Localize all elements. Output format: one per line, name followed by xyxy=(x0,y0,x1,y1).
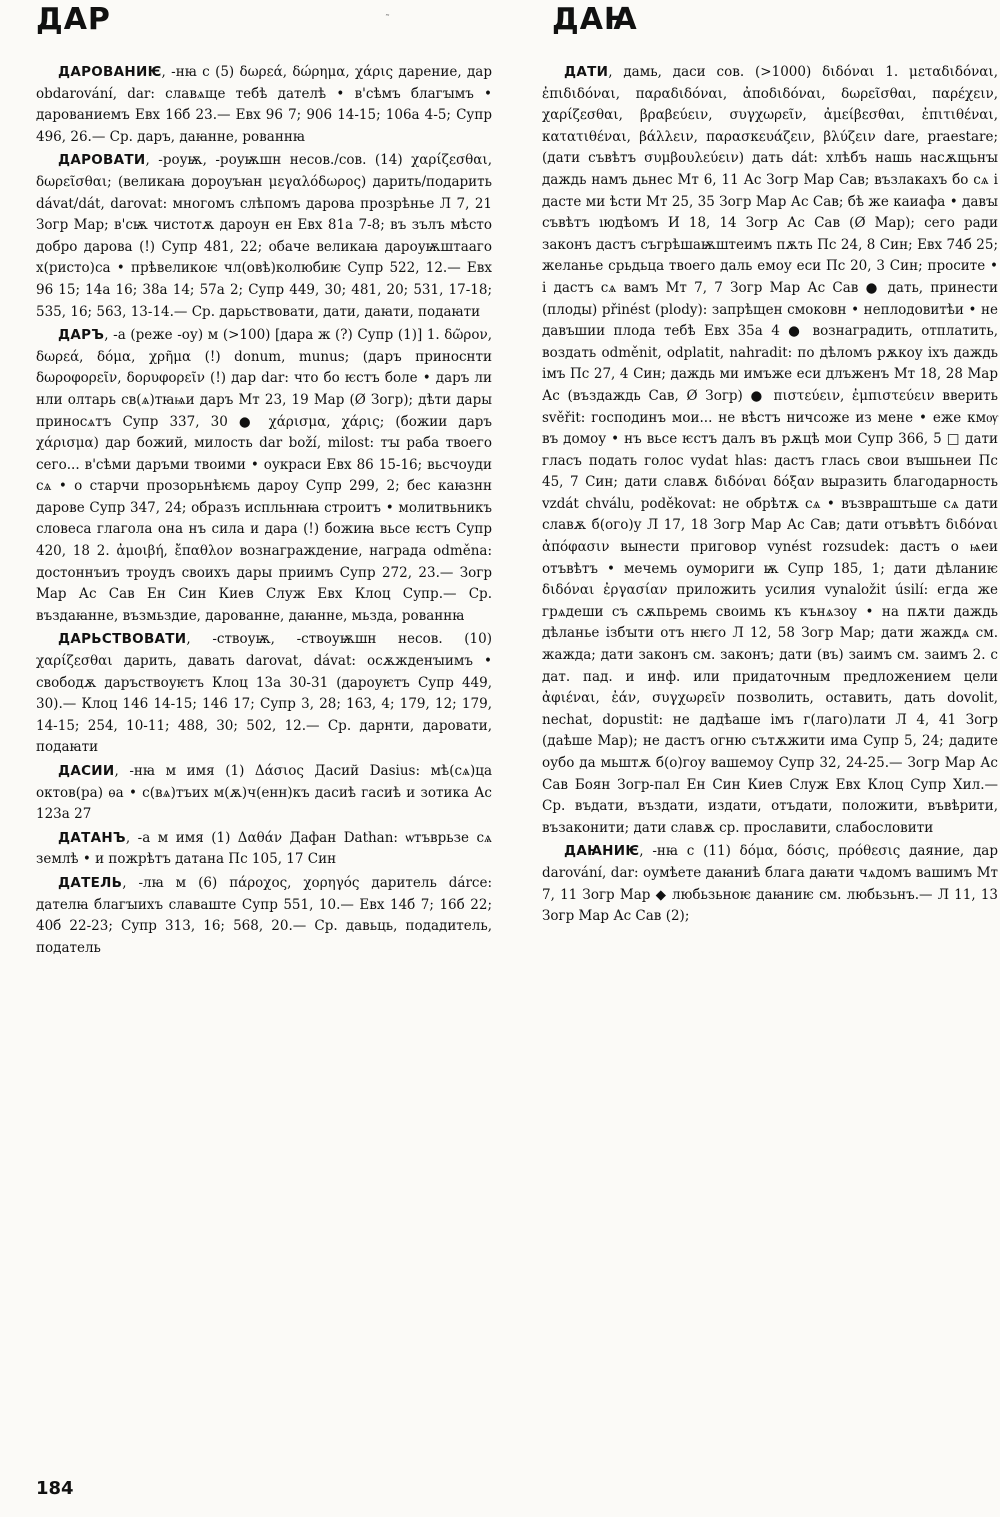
headword: ДАСИИ xyxy=(58,763,115,779)
headword: ДАРОВАТИ xyxy=(58,152,146,169)
column-left xyxy=(36,62,492,961)
entry xyxy=(36,629,492,759)
entry xyxy=(36,150,492,323)
headword: ДАТИ xyxy=(564,64,609,80)
entry-body: , -нꙗ с (5) δωρεά, δώρημα, χάρις дарение, дар obdarování, dar: славѧще тебѣ дателѣ • в'сѣмъ благꙑмъ • дарованиемъ Евх 16б 23.— Евх 96 7; 906 14-15; 106а 4-5; Супр 496, 26.— Ср. даръ, даꙗнне, рованнꙗ xyxy=(36,64,492,145)
entry-body: , -нꙗ с (11) δόμα, δόσις, πρόθεσις даяние, дар darování, dar: оумѣете даꙗниѣ блага даꙗти чѧдомъ вашимъ Мт 7, 11 Зогр Мар ◆ любьзьноѥ даꙗниѥ см. любьзьнъ.— Л 11, 13 Зогр Мар Ас Сав (2); xyxy=(542,843,998,925)
entry-body: , -роуѭ, -роуѭшн несов./сов. (14) χαρίζεσθαι, δωρεῖσθαι; (великаꙗ дороуъꙗн μεγαλόδωρος) дарить/подарить dávat/dát, darovat: многомъ слѣпомъ дарова прозрѣнье Л 7, 21 Зогр Мар; в'сѭ чистотѫ дароун ен Евх 81а 7-8; въ зълъ мѣсто добро дарова (!) Супр 481, 22; обаче великаꙗ дароуѭштааго х(ристо)са • прѣвеликоѥ чл(овѣ)колюбиѥ Супр 522, 12.— Евх 96 15; 14а 16; 38а 14; 57а 2; Супр 449, 30; 481, 20; 531, 17-18; 535, 16; 563, 13-14.— Ср. дарьствовати, дати, даꙗти, подаꙗти xyxy=(36,152,492,320)
entry xyxy=(36,761,492,826)
entry-body: , -нꙗ м имя (1) Δάσιος Дасий Dasius: мѣ(сѧ)ца октов(ра) ѳа • с(вѧ)тъих м(ѫ)ч(енн)къ дасиѣ гасиѣ и зотика Ас 123а 27 xyxy=(36,763,492,823)
header-ornament: ˜ xyxy=(385,14,390,25)
headword: ДАРЬСТВОВАТИ xyxy=(58,631,187,648)
entry-body: , -лꙗ м (6) πάροχος, χορηγός даритель dárce: дателꙗ благꙑихъ славаште Супр 551, 10.— Евх 14б 7; 16б 22; 40б 22-23; Супр 313, 16; 568, 20.— Ср. давьць, подадитель, податель xyxy=(36,874,492,956)
headword: ДАРЪ xyxy=(58,327,105,344)
entry-body: , -а м имя (1) Δαθάν Дафан Dathan: ѡтъврьзе сѧ землѣ • и пожрѣтъ датана Пс 105, 17 Син xyxy=(36,829,492,868)
headword: ДАТАНЪ xyxy=(58,829,126,846)
running-head-right: ДАꙖ xyxy=(552,2,638,37)
headword: ДАꙖНИѤ xyxy=(564,843,640,860)
headword: ДАРОВАНИѤ xyxy=(58,64,162,80)
page-number: 184 xyxy=(36,1478,74,1499)
entry xyxy=(36,828,492,871)
entry xyxy=(36,62,492,148)
column-right xyxy=(542,62,998,930)
entry xyxy=(542,841,998,927)
entry xyxy=(36,325,492,627)
entry-body: , -ствоуѭ, -ствоуѭшн несов. (10) χαρίζεσθαι дарить, давать darovat, dávat: осѫжденꙑимъ • свободѫ даръствоуѥтъ Клоц 13а 30-31 (дароуѥтъ Супр 449, 30).— Клоц 146 14-15; 146 17; Супр 3, 28; 163, 4; 179, 12; 179, 14-15; 254, 10-11; 488, 30; 502, 12.— Ср. дарнти, даровати, подаꙗти xyxy=(36,631,492,756)
entry xyxy=(542,62,998,839)
headword: ДАТЕЛЬ xyxy=(58,874,123,891)
entry-body: , -а (реже -оу) м (>100) [дара ж (?) Супр (1)] 1. δῶρον, δωρεά, δόμα, χρῆμα (!) donum, munus; (даръ приноснти δωροφορεῖν, δορυφορεῖν (!) дар dar: что бо ѥстъ боле • даръ ли нли олтарь св(ѧ)тꙗѩи даръ Мт 23, 19 Мар (Ø Зогр); дѣти дары приносѧтъ Супр 337, 30 ● χάρισμα, χάρις; (божии даръ χάρισμα) дар божий, милость dar boží, milost: тꙑ раба твоего сего... в'сѣми даръми твоими • оукраси Евх 86 15-16; вьсчоуди сѧ • о старчи прозорьнѣѥмь дароу Супр 299, 2; бес каꙗзнн дарове Супр 347, 24; образъ испльнꙗꙗ строитъ • молитвьникъ словеса глагола она нъ сила и дара (!) божиꙗ вьсе ѥстъ Супр 420, 18 2. ἀμοιβή, ἔπαθλον вознаграждение, награда odměna: достоннъиъ троудъ своихъ дары приимъ Супр 272, 23.— Зогр Мар Ас Сав Ен Син Киев Служ Евх Клоц Супр.— Ср. въздаꙗнне, възмьздие, дарованне, даꙗнне, мьзда, рованнꙗ xyxy=(36,327,492,624)
entry-body: , дамь, даси сов. (>1000) διδόναι 1. μεταδιδόναι, ἐπιδιδόναι, παραδιδόναι, ἀποδιδόναι, δωρεῖσθαι, παρέχειν, χαρίζεσθαι, βραβεύειν, συγχωρεῖν, ἀμείβεσθαι, ἐπιτιθέναι, κατατιθέναι, βάλλειν, παρασκευάζειν, βλύζειν dare, praestare; (дати съвѣтъ συμβουλεύειν) дать dát: хлѣбъ нашь насѫщьнꙑ даждь намъ дьнес Мт 6, 11 Ас Зогр Мар Сав; възлакахъ бо сѧ і дасте ми ѣсти Мт 25, 35 Зогр Мар Ас Сав; бѣ же каиафа • давꙑ съвѣтъ ıюдѣомъ И 18, 14 Зогр Ас Сав (Ø Мар); сего ради законъ дастъ съгрѣшаѭштеимъ пѫть Пс 24, 8 Син; Евх 74б 25; желанье срьдьца твоего даль емоу еси Пс 20, 3 Син; просите • і дастъ сѧ вамъ Мт 7, 7 Зогр Мар Ас Сав ● дать, принести (плоды) přinést (plody): запрѣщен смоковн • неплодовитѣи • не давъшии плода тебѣ Евх 35а 4 ● вознаградить, отплатить, воздать odměnit, odplatit, nahradit: по дѣломъ рѫкоу іхъ даждь імъ Пс 27, 4 Син; даждь ми имъже еси длъженъ Мт 18, 28 Мар Ас (въздаждь Сав, Ø Зогр) ● πιστεύειν, ἐμπιστεύειν вверить svěřit: господинъ мои... не вѣстъ ничсоже из мене • еже кмѹ въ домоу • нъ вьсе ѥстъ далъ въ рѫцѣ мои Супр 366, 5 □ дати гласъ подать голос vydat hlas: дастъ глась свои вꙑшьнеи Пс 45, 7 Син; дати славѫ διδόναι δόξαν выразить благодарность vzdát chválu, poděkovat: не обрѣтѫ сѧ • възвраштьше сѧ дати славѫ б(ого)у Л 17, 18 Зогр Мар Ас Сав; дати отъвѣтъ διδόναι ἀπόφασιν вынести приговор vynést rozsudek: дастъ о ѩеи отъвѣтъ • мечемь оумориги ѭ Супр 185, 1; дати дѣланиѥ διδόναι ἐργασίαν приложить усилия vynaložit úsilí: егда же грѧдеши съ сѫпьремь своимь къ кънѧзоу • на пѫти даждь дѣланье ізбꙑти отъ нѥго Л 12, 58 Зогр Мар; дати жаждѧ см. жажда; дати законъ см. законъ; дати (въ) заимъ см. заимъ 2. с дат. пад. и инф. или придаточным предложением цели ἀφιέναι, ἐάν, συγχωρεῖν позволить, оставить, дать dovolit, nechat, dopustit: не дадѣаше імъ г(лаго)лати Л 4, 41 Зогр (даѣше Мар); не дастъ огню сътѫжити има Супр 5, 24; дадите оубо да мьштѫ б(о)гоу вашемоу Супр 32, 24-25.— Зогр Мар Ас Сав Боян Зогр-пал Ен Син Киев Служ Евх Клоц Супр Хил.— Ср. въдати, въздати, издати, отъдати, положити, въвѣрити, възаконити; дати славѫ ср. прославити, слабословити xyxy=(542,64,998,836)
entry xyxy=(36,873,492,959)
running-head-left: ДАР xyxy=(36,2,111,37)
